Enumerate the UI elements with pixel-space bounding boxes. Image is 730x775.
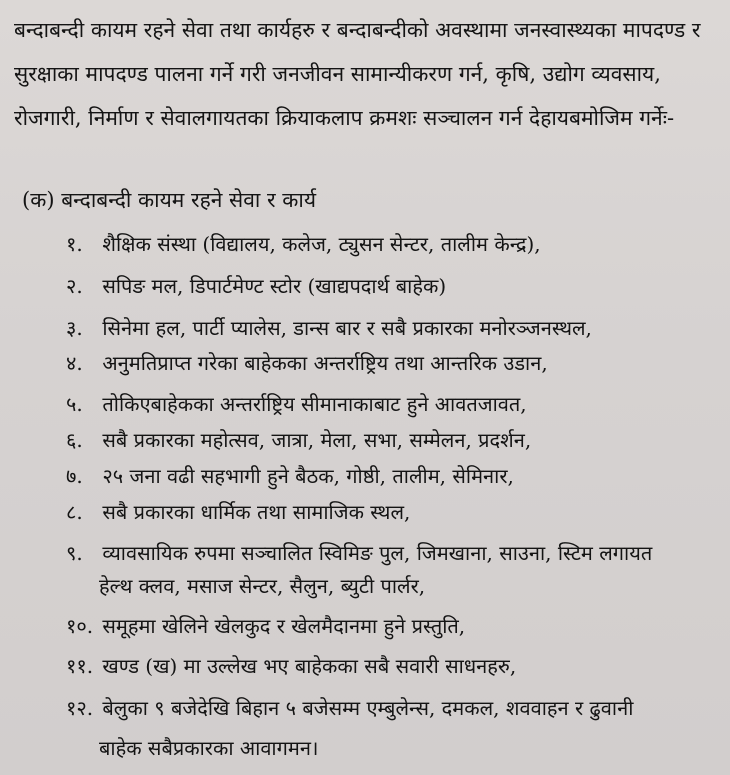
item-number: १२. — [66, 696, 94, 720]
item-text: अनुमतिप्राप्त गरेका बाहेकका अन्तर्राष्ट्रिय तथा आन्तरिक उडान, — [102, 351, 548, 375]
item-text: सबै प्रकारका महोत्सव, जात्रा, मेला, सभा, सम्मेलन, प्रदर्शन, — [102, 428, 532, 452]
list-item — [66, 268, 446, 305]
item-text: तोकिएबाहेकका अन्तर्राष्ट्रिय सीमानाकाबाट हुने आवतजावत, — [102, 392, 527, 416]
list-item — [66, 535, 652, 572]
item-number: ११. — [66, 654, 94, 678]
item-text: बेलुका ९ बजेदेखि बिहान ५ बजेसम्म एम्बुलेन्स, दमकल, शववाहन र ढुवानी — [102, 696, 634, 720]
item-number: १०. — [66, 614, 94, 638]
item-number: ९. — [66, 541, 83, 565]
item-text-continued: हेल्थ क्लव, मसाज सेन्टर, सैलुन, ब्युटी पार्लर, — [99, 574, 426, 598]
item-text: सपिङ मल, डिपार्टमेण्ट स्टोर (खाद्यपदार्थ बाहेक) — [102, 274, 447, 298]
item-text: समूहमा खेलिने खेलकुद र खेलमैदानमा हुने प्रस्तुति, — [102, 614, 466, 638]
list-item-continuation — [99, 568, 425, 605]
list-item — [66, 422, 531, 459]
item-text: शैक्षिक संस्था (विद्यालय, कलेज, ट्युसन सेन्टर, तालीम केन्द्र), — [102, 232, 541, 256]
item-number: १. — [66, 232, 83, 256]
intro-paragraph: बन्दाबन्दी कायम रहने सेवा तथा कार्यहरु र बन्दाबन्दीको अवस्थामा जनस्वास्थ्यका मापदण्ड र सुरक्षाका मापदण्ड पालना गर्ने गरी जनजीवन सामान्यीकरण गर्न, कृषि, उद्योग व्यवसाय, रोजगारी, निर्माण र सेवालगायतका क्रियाकलाप क्रमशः सञ्चालन गर्न देहायबमोजिम गर्नेः- — [14, 18, 701, 130]
item-number: ६. — [66, 428, 83, 452]
list-item — [66, 310, 592, 347]
item-number: २. — [66, 274, 83, 298]
list-item — [66, 648, 516, 685]
item-text-continued: बाहेक सबैप्रकारका आवागमन। — [99, 736, 319, 760]
list-item — [66, 345, 548, 382]
item-text: व्यावसायिक रुपमा सञ्चालित स्विमिङ पुल, जिमखाना, साउना, स्टिम लगायत — [102, 541, 653, 565]
item-number: ५. — [66, 392, 83, 416]
list-item — [66, 458, 514, 495]
list-item — [66, 494, 410, 531]
list-item — [66, 386, 527, 423]
item-text: २५ जना वढी सहभागी हुने बैठक, गोष्ठी, तालीम, सेमिनार, — [102, 464, 514, 488]
item-number: ४. — [66, 351, 83, 375]
item-text: खण्ड (ख) मा उल्लेख भए बाहेकका सबै सवारी साधनहरु, — [102, 654, 517, 678]
item-number: ८. — [66, 500, 83, 524]
item-text: सबै प्रकारका धार्मिक तथा सामाजिक स्थल, — [102, 500, 411, 524]
list-item — [66, 690, 633, 727]
item-number: ३. — [66, 316, 83, 340]
list-item-continuation — [99, 730, 319, 767]
item-number: ७. — [66, 464, 83, 488]
section-heading: (क) बन्दाबन्दी कायम रहने सेवा र कार्य — [22, 188, 317, 212]
item-text: सिनेमा हल, पार्टी प्यालेस, डान्स बार र सबै प्रकारका मनोरञ्जनस्थल, — [102, 316, 592, 340]
list-item — [66, 608, 465, 645]
list-item — [66, 226, 541, 263]
